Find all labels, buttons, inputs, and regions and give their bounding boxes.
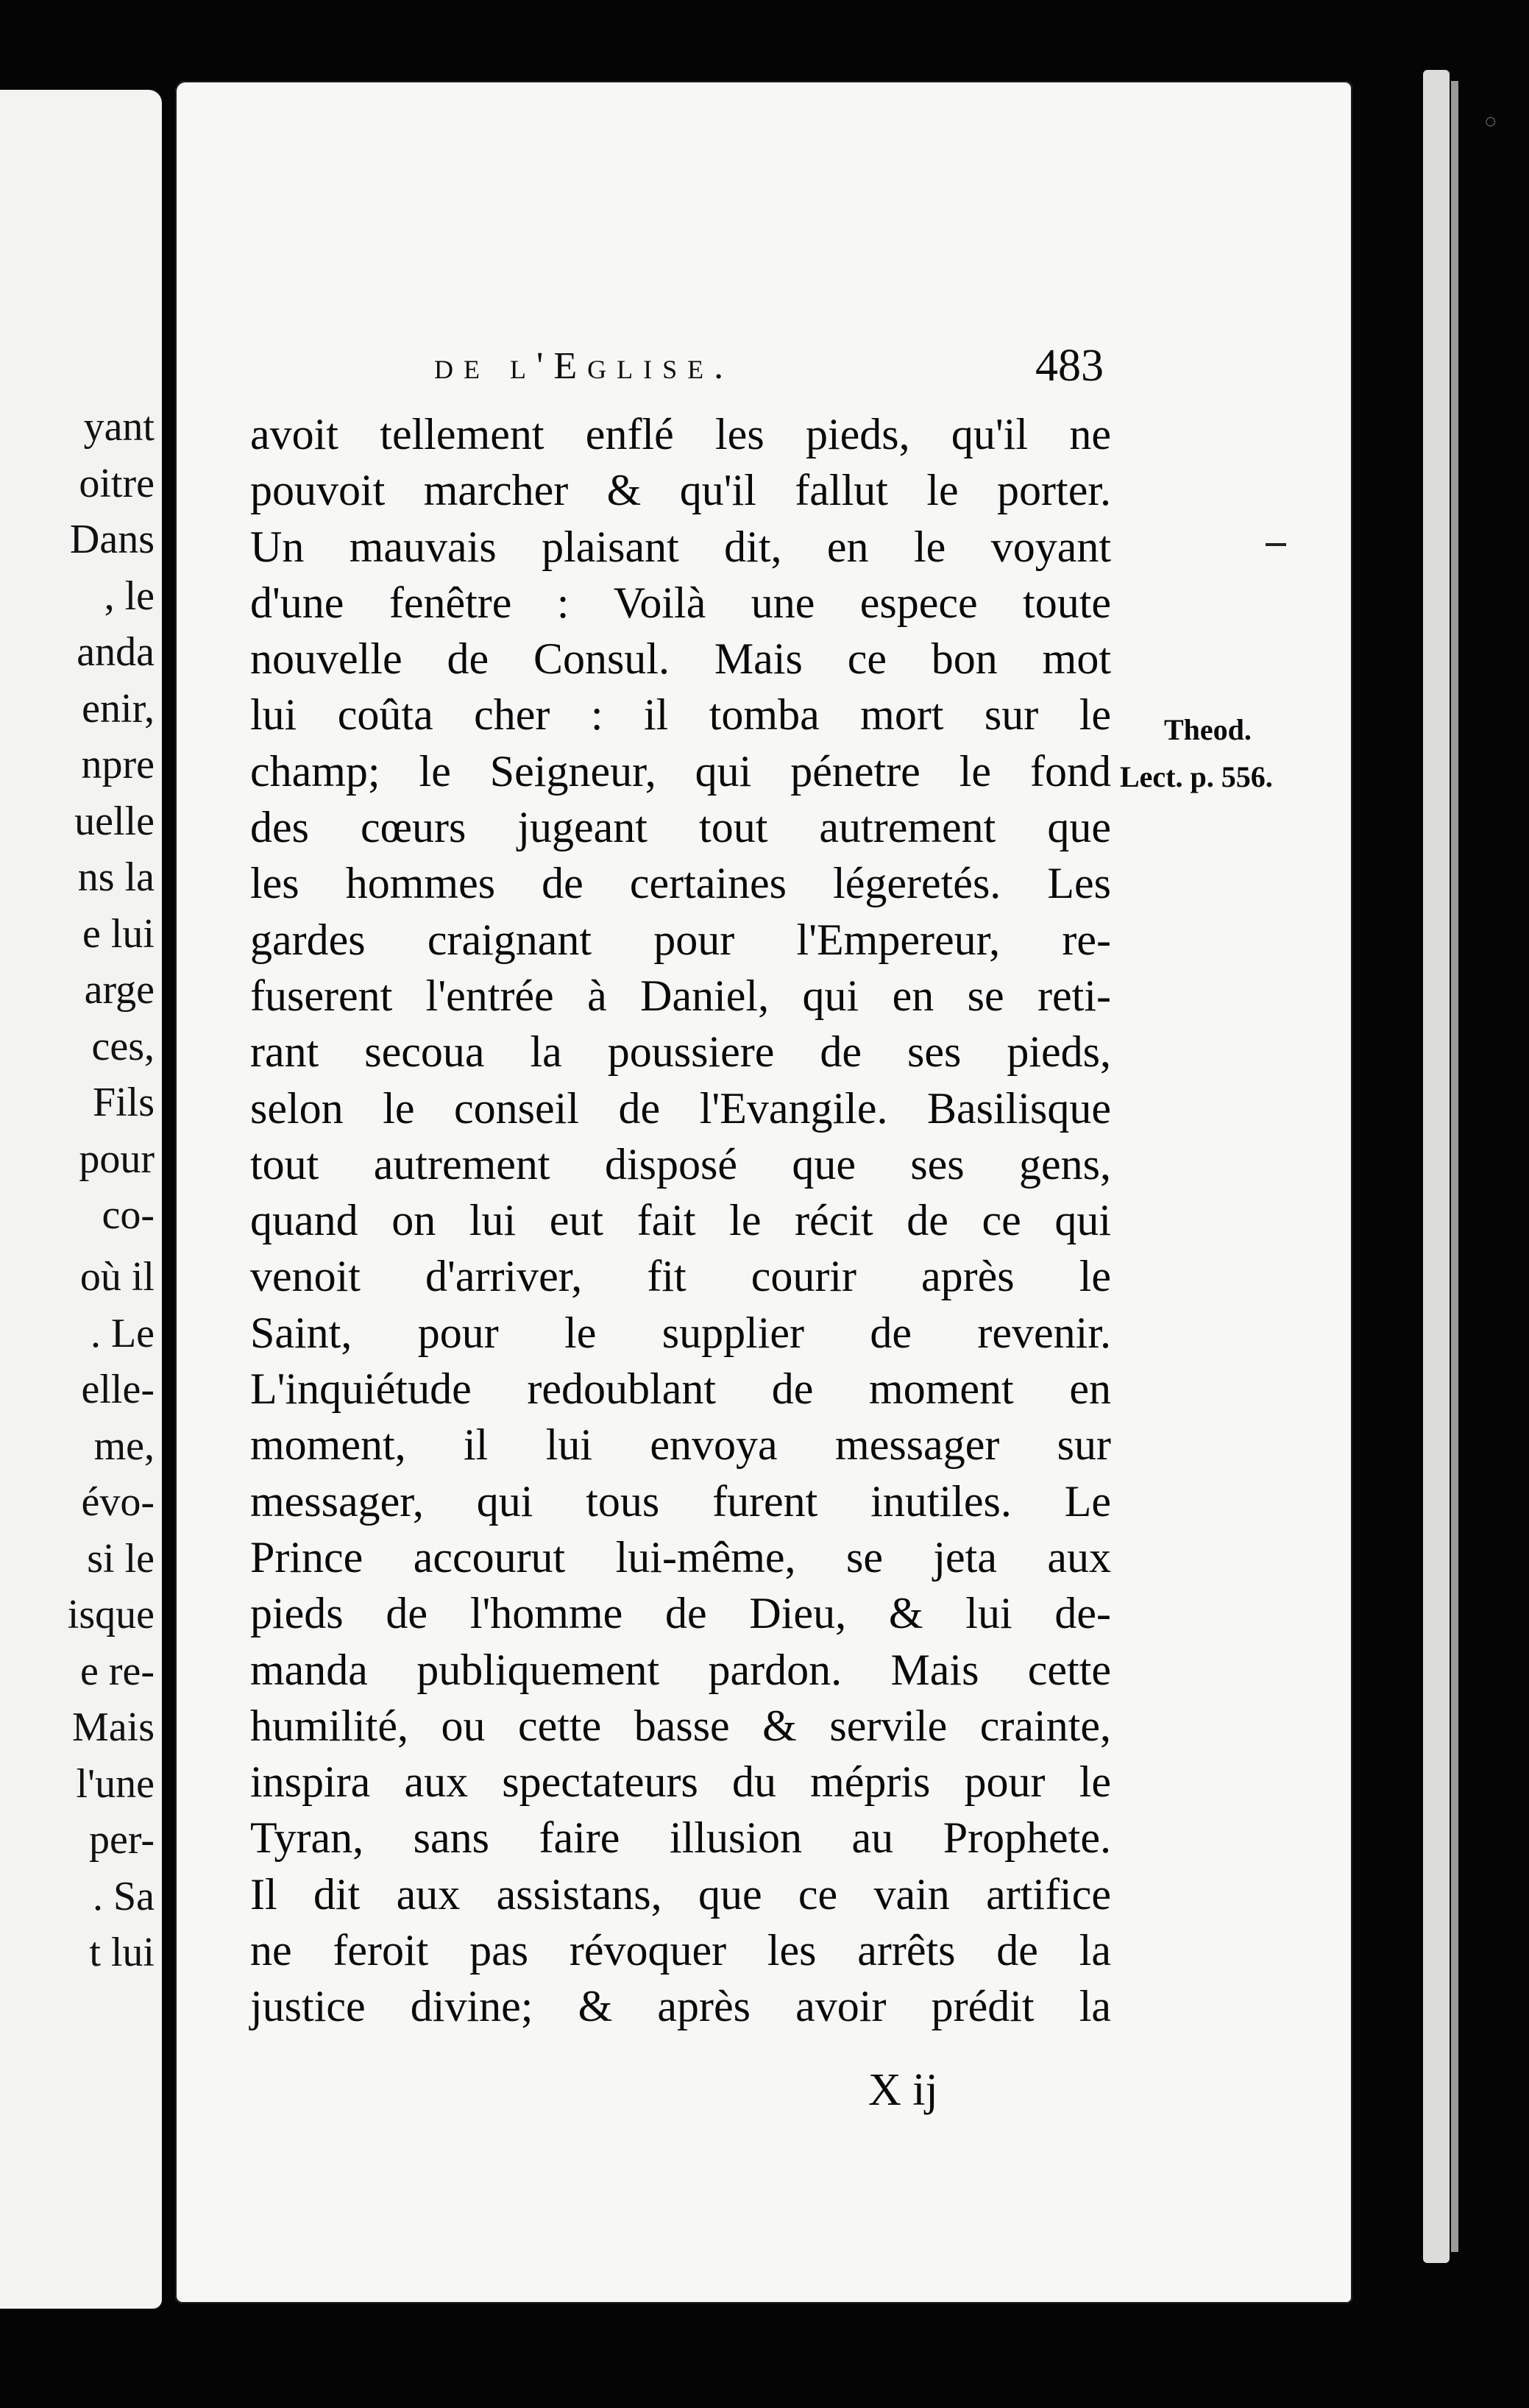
- previous-page-fragment: me,: [93, 1423, 155, 1469]
- text-line: manda publiquement pardon. Mais cette: [250, 1645, 1111, 1694]
- previous-page-fragment: pour: [79, 1136, 155, 1182]
- binding-shadow: [1451, 81, 1458, 2252]
- text-line: inspira aux spectateurs du mépris pour le: [250, 1757, 1111, 1807]
- text-line: d'une fenêtre : Voilà une espece toute: [250, 578, 1111, 627]
- previous-page-fragment: e lui: [82, 910, 155, 957]
- previous-page-fragment: co-: [102, 1192, 155, 1238]
- previous-page-fragment: l'une: [76, 1760, 155, 1807]
- corner-smudge: ◌: [1485, 110, 1497, 132]
- text-line: tout autrement disposé que ses gens,: [250, 1139, 1111, 1189]
- running-head: de l'Eglise.: [434, 345, 734, 387]
- previous-page-fragment: npre: [81, 742, 155, 787]
- text-line: des cœurs jugeant tout autrement que: [250, 803, 1111, 852]
- text-line: Tyran, sans faire illusion au Prophete.: [250, 1813, 1111, 1863]
- previous-page-fragment: arge: [84, 967, 155, 1013]
- text-line: pieds de l'homme de Dieu, & lui de-: [250, 1589, 1111, 1638]
- previous-page-fragment: si le: [87, 1535, 155, 1582]
- text-line: rant secoua la poussiere de ses pieds,: [250, 1027, 1111, 1077]
- previous-page-text-fragments: [68, 399, 155, 1981]
- previous-page-fragment: yant: [83, 404, 155, 450]
- previous-page-fragment: Fils: [92, 1080, 155, 1125]
- text-line: L'inquiétude redoublant de moment en: [250, 1364, 1111, 1414]
- text-line: messager, qui tous furent inutiles. Le: [250, 1476, 1111, 1526]
- previous-page-fragment: , le: [104, 573, 155, 619]
- previous-page-fragment: ces,: [91, 1023, 155, 1069]
- margin-dash-mark: [1266, 543, 1286, 546]
- text-line: ne feroit pas révoquer les arrêts de la: [250, 1926, 1111, 1975]
- marginal-citation-line-2: Lect. p. 556.: [1120, 760, 1273, 793]
- text-line: venoit d'arriver, fit courir après le: [250, 1252, 1111, 1301]
- page-body-text: [250, 406, 1111, 2035]
- previous-page-fragment: . Le: [90, 1310, 155, 1356]
- text-line: humilité, ou cette basse & servile crainte,: [250, 1701, 1111, 1750]
- text-line: gardes craignant pour l'Empereur, re-: [250, 915, 1111, 964]
- text-line: les hommes de certaines légeretés. Les: [250, 859, 1111, 908]
- previous-page-fragment: ns la: [77, 854, 155, 900]
- text-line: nouvelle de Consul. Mais ce bon mot: [250, 634, 1111, 684]
- previous-page-fragment: uelle: [74, 798, 155, 844]
- previous-page-fragment: anda: [77, 629, 155, 675]
- previous-page-fragment: per-: [88, 1817, 155, 1863]
- marginal-citation-line-1: Theod.: [1164, 713, 1252, 746]
- previous-page-fragment: enir,: [82, 685, 155, 732]
- page-number: 483: [1035, 341, 1104, 391]
- previous-page-fragment: évo-: [81, 1479, 155, 1525]
- text-line: champ; le Seigneur, qui pénetre le fond: [250, 746, 1111, 796]
- text-line: pouvoit marcher & qu'il fallut le porter.: [250, 466, 1111, 515]
- previous-page-edge: [0, 90, 162, 2309]
- text-line: fuserent l'entrée à Daniel, qui en se reti-: [250, 971, 1111, 1020]
- text-line: selon le conseil de l'Evangile. Basilisque: [250, 1083, 1111, 1133]
- text-line: Un mauvais plaisant dit, en le voyant: [250, 522, 1111, 571]
- next-page-edge: [1423, 70, 1450, 2263]
- previous-page-fragment: elle-: [81, 1367, 155, 1412]
- previous-page-fragment: Dans: [69, 517, 155, 562]
- previous-page-fragment: t lui: [89, 1930, 155, 1975]
- signature-mark: X ij: [868, 2065, 938, 2115]
- previous-page-fragment: . Sa: [93, 1873, 155, 1919]
- previous-page-fragment: e re-: [79, 1648, 155, 1694]
- text-line: lui coûta cher : il tomba mort sur le: [250, 690, 1111, 740]
- previous-page-fragment: oitre: [79, 460, 155, 506]
- marginal-citation: [1120, 707, 1341, 801]
- previous-page-fragment: Mais: [72, 1704, 155, 1750]
- text-line: Il dit aux assistans, que ce vain artifice: [250, 1869, 1111, 1919]
- text-line: avoit tellement enflé les pieds, qu'il ne: [250, 410, 1111, 458]
- previous-page-fragment: isque: [67, 1592, 155, 1637]
- text-line: Saint, pour le supplier de revenir.: [250, 1308, 1111, 1357]
- text-line: Prince accourut lui-même, se jeta aux: [250, 1532, 1111, 1582]
- previous-page-fragment: où il: [79, 1254, 155, 1300]
- text-line: moment, il lui envoya messager sur: [250, 1420, 1111, 1470]
- text-line: justice divine; & après avoir prédit la: [250, 1982, 1111, 2031]
- text-line: quand on lui eut fait le récit de ce qui: [250, 1196, 1111, 1245]
- page-header: [434, 341, 1111, 396]
